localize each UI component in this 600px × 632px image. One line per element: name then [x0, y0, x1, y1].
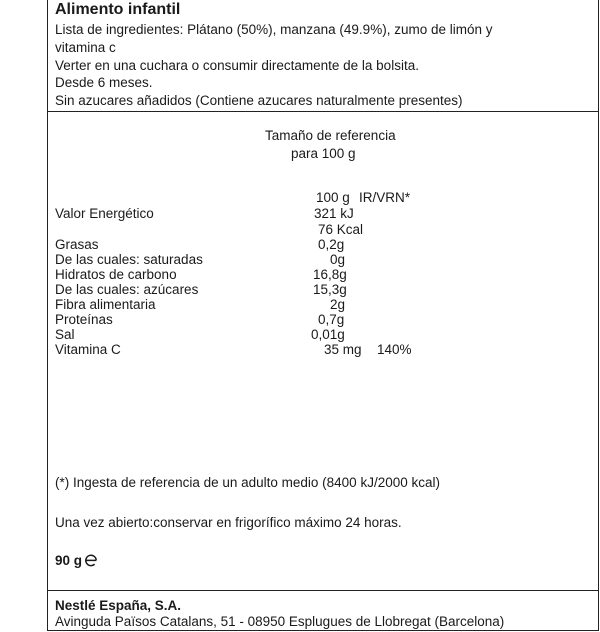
reference-intake-footnote: (*) Ingesta de referencia de un adulto medio (8400 kJ/2000 kcal) — [55, 475, 440, 490]
divider — [47, 590, 599, 591]
row-label-salt: Sal — [55, 327, 75, 342]
storage-instructions: Una vez abierto:conservar en frigorífico máximo 24 horas. — [55, 515, 402, 530]
row-label-protein: Proteínas — [55, 312, 113, 327]
row-label-sugars: De las cuales: azúcares — [55, 282, 199, 297]
row-label-carbohydrates: Hidratos de carbono — [55, 267, 177, 282]
ingredients-line-2: vitamina c — [55, 40, 116, 55]
company-address: Avinguda Països Catalans, 51 - 08950 Esplugues de Llobregat (Barcelona) — [55, 614, 505, 629]
ingredients-line-1: Lista de ingredientes: Plátano (50%), manzana (49.9%), zumo de limón y — [55, 22, 493, 37]
product-title: Alimento infantil — [55, 1, 181, 18]
row-label-fiber: Fibra alimentaria — [55, 297, 156, 312]
net-weight — [55, 553, 98, 569]
company-name: Nestlé España, S.A. — [55, 598, 182, 613]
row-label-vitamin-c: Vitamina C — [55, 342, 121, 357]
row-value-carbohydrates: 16,8g — [313, 267, 347, 282]
row-value-saturated: 0g — [330, 252, 346, 267]
row-value-salt: 0,01g — [311, 327, 345, 342]
row-value-fiber: 2g — [330, 297, 346, 312]
row-value-energy-kj: 321 kJ — [314, 206, 354, 221]
estimated-sign-icon — [84, 553, 98, 567]
net-weight-value: 90 g — [55, 553, 83, 568]
reference-size-value: para 100 g — [291, 146, 356, 161]
row-value-energy-kcal: 76 Kcal — [318, 222, 364, 237]
row-value-sugars: 15,3g — [313, 282, 347, 297]
row-label-saturated: De las cuales: saturadas — [55, 252, 203, 267]
row-label-fat: Grasas — [55, 237, 99, 252]
row-value-vitamin-c: 35 mg — [324, 342, 362, 357]
column-header-ir: IR/VRN* — [359, 190, 411, 205]
sugar-note: Sin azucares añadidos (Contiene azucares naturalmente presentes) — [55, 93, 463, 108]
row-value-fat: 0,2g — [318, 237, 345, 252]
age-recommendation: Desde 6 meses. — [55, 75, 153, 90]
reference-size-label: Tamaño de referencia — [265, 128, 396, 143]
row-ir-vitamin-c: 140% — [377, 342, 412, 357]
usage-instructions: Verter en una cuchara o consumir directamente de la bolsita. — [55, 58, 419, 73]
column-header-100g: 100 g — [316, 190, 350, 205]
row-value-protein: 0,7g — [318, 312, 345, 327]
divider — [47, 111, 599, 112]
row-label-energy: Valor Energético — [55, 206, 154, 221]
